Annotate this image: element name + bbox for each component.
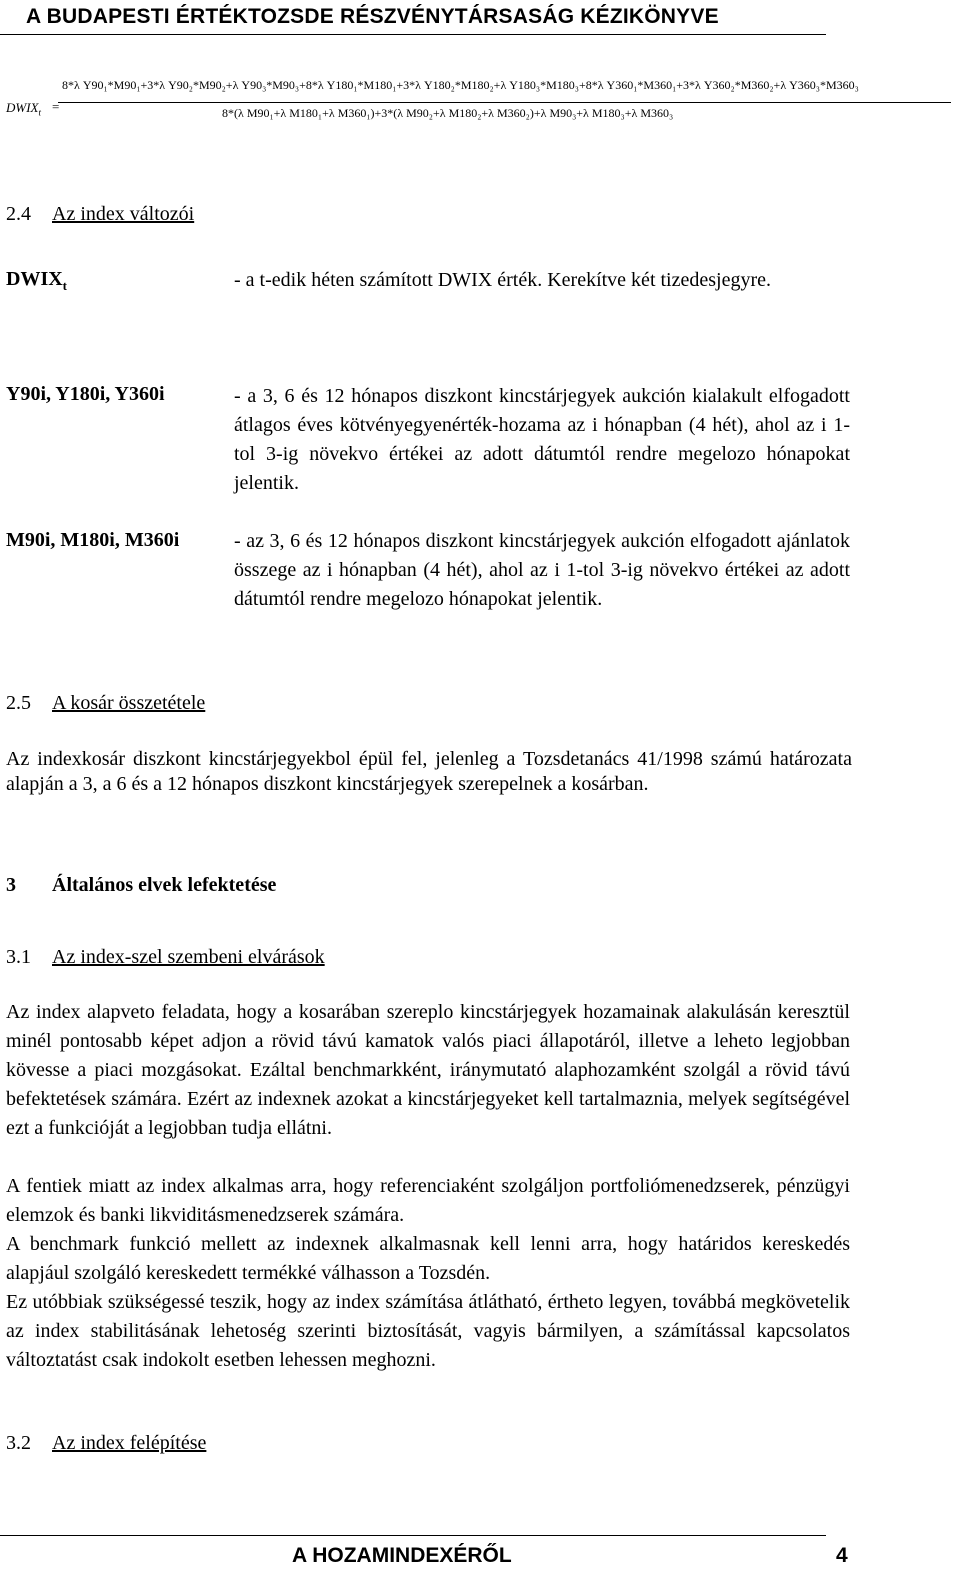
- formula-lhs: $DWIX_t$: [6, 100, 42, 118]
- section-title: Az index változói: [52, 203, 195, 225]
- page-number: 4: [836, 1544, 848, 1567]
- section-title: A kosár összetétele: [52, 692, 206, 714]
- section-number: 3.2: [6, 1432, 31, 1454]
- section-number: 2.5: [6, 692, 31, 714]
- section-2-5-body: Az indexkosár diszkont kincstárjegyekbol épül fel, jelenleg a Tozsdetanács 41/1998 számú határozata alapján a 3, a 6 és a 12 hónapos diszkont kincstárjegyek szerepelnek a kosárban.: [6, 748, 852, 795]
- variable-definition-amounts: - az 3, 6 és 12 hónapos diszkont kincstárjegyek aukción elfogadott ajánlatok összege az i hónapban (4 hét), ahol az i 1-tol 3-ig növekvo értékei az adott dátumtól rendre megelozo hónapokat jelentik.: [234, 530, 850, 610]
- section-2-5-heading: [6, 692, 205, 715]
- paragraph: Ez utóbbiak szükségessé teszik, hogy az index számítása átlátható, értheto legyen, továbbá megkövetelik az index stabilitásának lehetoség szerinti biztosítását, vagyis bármilyen, a számítással kapcsolatos változtatást csak indokolt esetben lehessen meghozni.: [6, 1291, 850, 1371]
- variable-term-amounts: M90i, M180i, M360i: [6, 529, 180, 551]
- footer-title: A HOZAMINDEXÉRŐL: [292, 1544, 512, 1567]
- variable-term-dwix: $DWIX_t$: [6, 268, 68, 293]
- section-number: 3: [6, 874, 16, 896]
- footer-rule: [0, 1535, 826, 1536]
- fraction-line: [58, 102, 951, 103]
- paragraph: A fentiek miatt az index alkalmas arra, hogy referenciaként szolgáljon portfoliómenedzserek, pénzügyi elemzok és banki likviditásmenedzserek számára.: [6, 1175, 850, 1226]
- section-3-2-heading: [6, 1432, 206, 1455]
- section-number: 2.4: [6, 203, 31, 225]
- section-title: Általános elvek lefektetése: [52, 874, 277, 896]
- formula-numerator: 8*λ Y90₁*M90₁+3*λ Y90₂*M90₂+λ Y90₃*M90₃+8*λ Y180₁*M180₁+3*λ Y180₂*M180₂+λ Y180₃*M180₃+8*λ Y360₁*M360₁+3*λ Y360₂*M360₂+λ Y360₃*M360₃: [62, 78, 859, 92]
- section-3-heading: [6, 874, 276, 897]
- header-rule: [0, 34, 826, 35]
- variable-definition-yields: - a 3, 6 és 12 hónapos diszkont kincstárjegyek aukción kialakult elfogadott átlagos éves kötvényegyenérték-hozama az i hónapban (4 hét), ahol az i 1-tol 3-ig növekvo értékei az adott dátumtól rendre megelozo hónapokat jelentik.: [234, 385, 850, 494]
- section-3-1-heading: [6, 946, 325, 969]
- page-header: [0, 0, 960, 38]
- variable-definition-dwix: - a t-edik héten számított DWIX érték. Kerekítve két tizedesjegyre.: [234, 269, 771, 291]
- dwix-formula: [0, 70, 960, 140]
- section-2-4-heading: [6, 203, 194, 226]
- variable-term-yields: Y90i, Y180i, Y360i: [6, 383, 165, 405]
- section-title: Az index felépítése: [52, 1432, 207, 1454]
- paragraph: A benchmark funkció mellett az indexnek alkalmasnak kell lenni arra, hogy határidos kereskedés alapjául szolgáló kereskedett termékké válhasson a Tozsdén.: [6, 1233, 850, 1284]
- section-number: 3.1: [6, 946, 31, 968]
- paragraph: Az index alapveto feladata, hogy a kosarában szereplo kincstárjegyek hozamainak alakulásán keresztül minél pontosabb képet adjon a rövid távú kamatok valós piaci állapotáról, illetve a leheto legjobban kövesse a piaci mozgásokat. Ezáltal benchmarkként, iránymutató alaphozamként szolgál a rövid távú befektetések számára. Ezért az indexnek azokat a kincstárjegyeket kell tartalmaznia, melyek segítségével ezt a funkcióját a legjobban tudja ellátni.: [6, 1001, 850, 1139]
- section-title: Az index-szel szembeni elvárások: [52, 946, 325, 968]
- formula-equals: =: [52, 99, 60, 114]
- header-title: A BUDAPESTI ÉRTÉKTOZSDE RÉSZVÉNYTÁRSASÁG KÉZIKÖNYVE: [26, 5, 719, 28]
- formula-denominator: 8*(λ M90₁+λ M180₁+λ M360₁)+3*(λ M90₂+λ M180₂+λ M360₂)+λ M90₃+λ M180₃+λ M360₃: [222, 106, 674, 120]
